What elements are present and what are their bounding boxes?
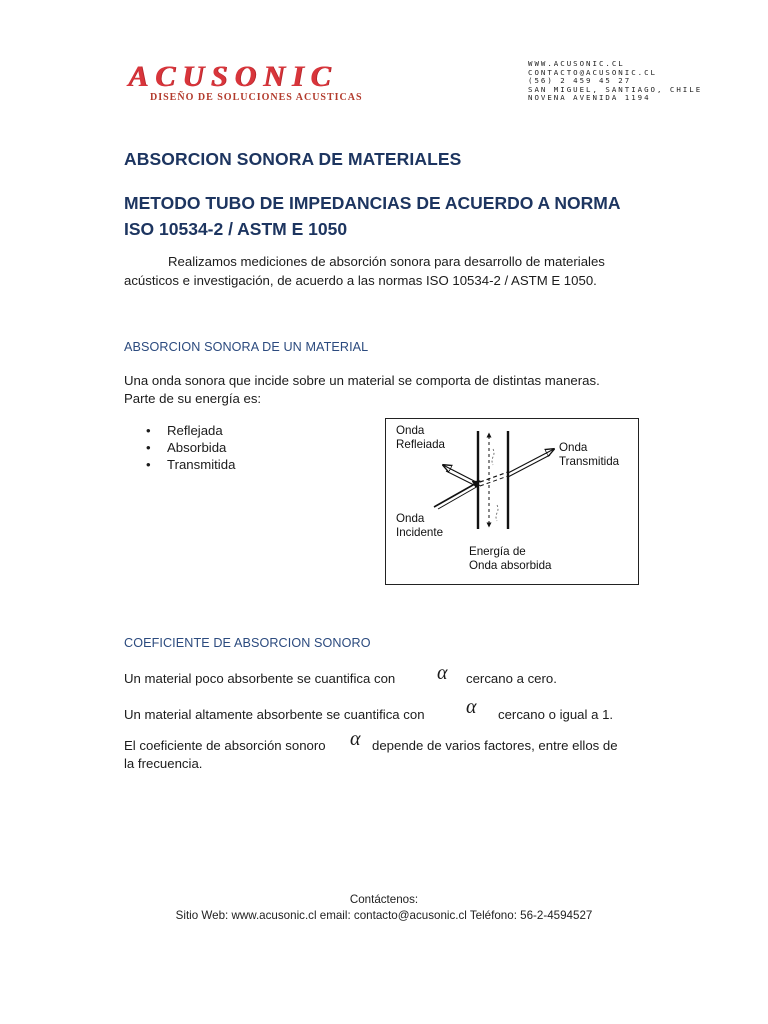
energy-list (146, 422, 235, 473)
alpha-symbol: α (466, 696, 477, 718)
absorption-diagram (385, 418, 639, 585)
company-logo (128, 62, 368, 110)
paragraph-line: Parte de su energía es: (124, 391, 262, 406)
contact-city: SAN MIGUEL, SANTIAGO, CHILE (528, 84, 703, 94)
footer-contact-details: Sitio Web: www.acusonic.cl email: contacto@acusonic.cl Teléfono: 56-2-4594527 (175, 909, 593, 922)
list-item: • Reflejada (146, 422, 235, 439)
label-line: Onda (396, 512, 425, 525)
label-line: Onda absorbida (469, 559, 552, 572)
subtitle-line: METODO TUBO DE IMPEDANCIAS DE ACUERDO A NORMA (124, 193, 621, 213)
reflected-wave-arrow (443, 465, 478, 483)
line-text: Un material poco absorbente se cuantifica con (124, 671, 396, 686)
footer-contact-heading: Contáctenos: (349, 893, 419, 906)
header-contact-block (528, 59, 703, 103)
intro-line: Realizamos mediciones de absorción sonora para desarrollo de materiales (168, 254, 605, 269)
label-line: Incidente (396, 526, 444, 539)
label-line: Transmitida (559, 455, 620, 468)
label-line: Onda (559, 441, 588, 454)
section-heading-absorption: ABSORCION SONORA DE UN MATERIAL (124, 340, 369, 354)
intro-paragraph (124, 252, 654, 290)
section-heading-coefficient: COEFICIENTE DE ABSORCION SONORO (124, 636, 371, 650)
coefficient-line-frequency-end: depende de varios factores, entre ellos de (372, 738, 618, 753)
page-title: ABSORCION SONORA DE MATERIALES (124, 149, 462, 169)
label-reflected-wave (396, 424, 445, 452)
section1-paragraph (124, 372, 664, 408)
list-item: • Transmitida (146, 456, 235, 473)
coefficient-line-high (124, 706, 425, 724)
contact-website: WWW.ACUSONIC.CL (528, 59, 625, 68)
label-line: Refleiada (396, 438, 445, 451)
list-item: • Absorbida (146, 439, 235, 456)
coefficient-line-frequency-cont: la frecuencia. (124, 756, 203, 771)
coefficient-line-frequency (124, 737, 326, 755)
page-subtitle (124, 190, 664, 242)
logo-wordmark: ACUSONIC (128, 60, 338, 93)
contact-phone: (56) 2 459 45 27 (528, 76, 632, 86)
logo-subtitle: DISEÑO DE SOLUCIONES ACUSTICAS (150, 92, 363, 103)
paragraph-line: Una onda sonora que incide sobre un material se comporta de distintas maneras. (124, 373, 600, 388)
coefficient-line-low (124, 670, 395, 688)
intro-line: acústicos e investigación, de acuerdo a las normas ISO 10534-2 / ASTM E 1050. (124, 273, 597, 288)
coefficient-line-high-end: cercano o igual a 1. (498, 707, 614, 722)
coefficient-line-low-end: cercano a cero. (466, 671, 557, 686)
alpha-symbol: α (437, 662, 448, 684)
line-text: El coeficiente de absorción sonoro (124, 738, 326, 753)
label-incident-wave (396, 512, 443, 540)
line-text: Un material altamente absorbente se cuantifica con (124, 707, 425, 722)
label-line: Energía de (469, 545, 526, 558)
label-transmitted-wave (559, 441, 619, 469)
alpha-symbol: α (350, 728, 361, 750)
transmitted-wave-arrow (508, 449, 554, 473)
label-absorbed-energy (469, 545, 552, 573)
label-line: Onda (396, 424, 425, 437)
contact-email: CONTACTO@ACUSONIC.CL (528, 67, 657, 77)
subtitle-line: ISO 10534-2 / ASTM E 1050 (124, 219, 348, 239)
contact-address: NOVENA AVENIDA 1194 (528, 93, 651, 103)
